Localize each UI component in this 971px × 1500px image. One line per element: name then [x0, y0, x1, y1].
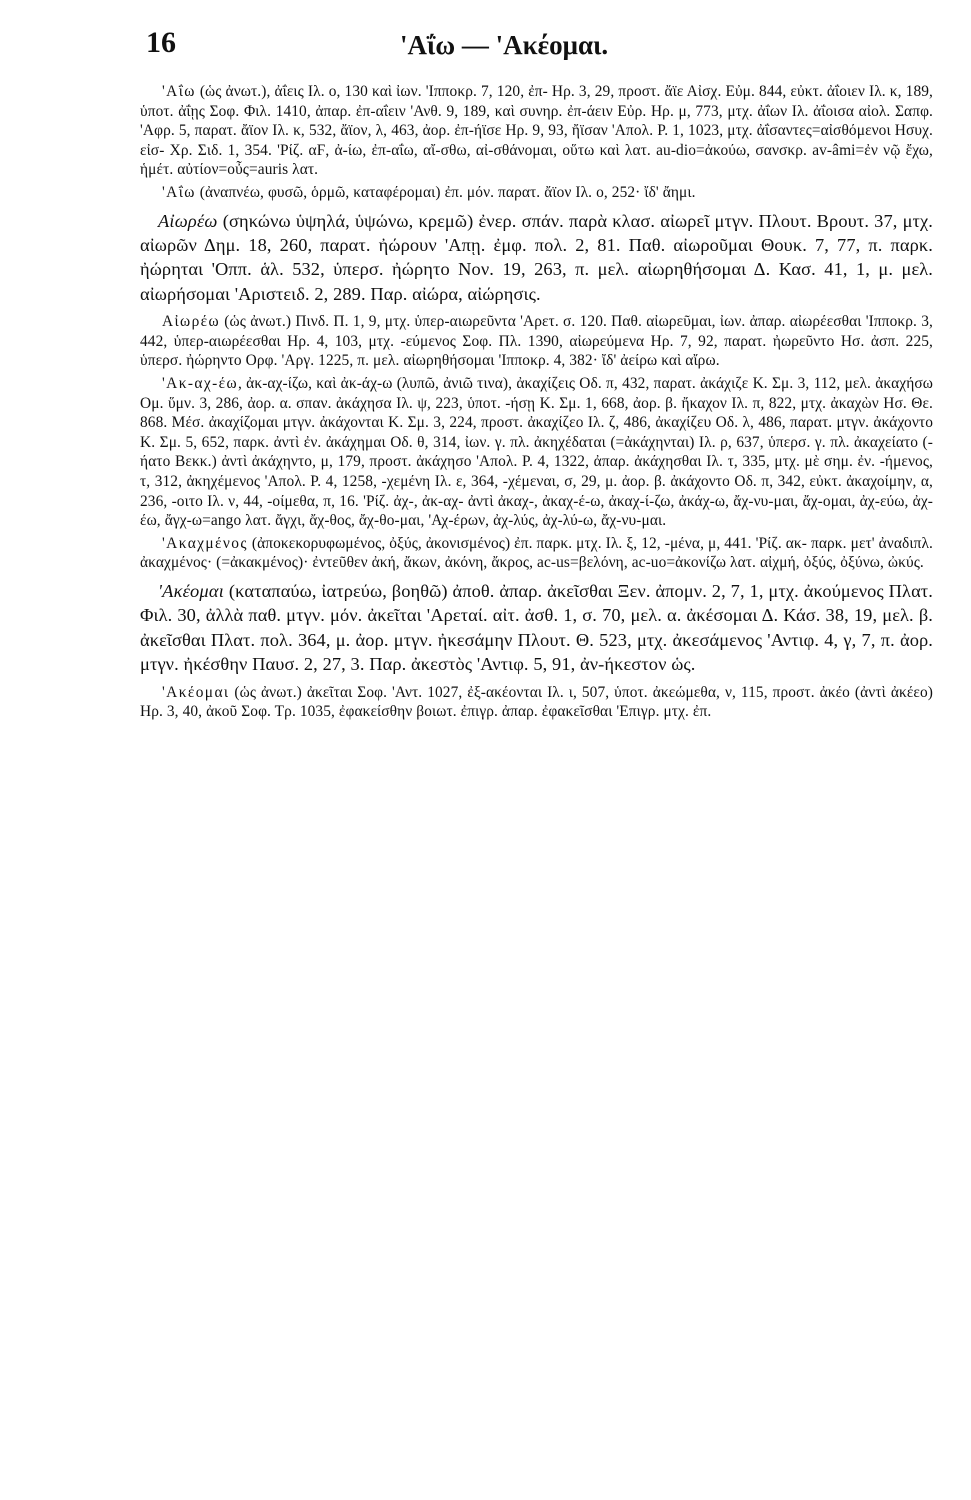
entry-akeomai-1 [140, 579, 933, 677]
page-header [140, 24, 933, 80]
entry-text: (ἀναπνέω, φυσῶ, ὁρμῶ, καταφέρομαι) ἐπ. μόν. παρατ. ἄϊον Ιλ. ο, 252· ἴδ' ἄημι. [195, 183, 696, 201]
entry-text: (ἀποκεκορυφωμένος, ὀξύς, ἀκονισμένος) ἐπ. παρκ. μτχ. Ιλ. ξ, 12, -μένα, μ, 441. 'Ρίζ. ακ- παρκ. μετ' ἀναδιπλ. ἀκαχμένος· (=ἀκακμένος)· ἐντεῦθεν ἀκή, ἄκων, ἀκόνη, ἄκρος, ac-us=βελόνη, ac-uo=ἀκονίζω λατ. αἰχμή, ὀξύς, ὀξύνω, ὠκύς. [140, 534, 933, 572]
entry-text: (ὡς ἀνωτ.), ἀΐεις Ιλ. ο, 130 καὶ ἰων. 'Ιπποκρ. 7, 120, ἐπ- Ηρ. 3, 29, προστ. ἄϊε Αἰσχ. Εὐμ. 844, εὐκτ. ἀΐοιεν Ιλ. κ, 189, ὑποτ. ἀΐῃς Σοφ. Φιλ. 1410, ἀπαρ. ἐπ-αΐειν 'Ανθ. 9, 189, καὶ συνηρ. ἐπ-άειν Εὐρ. Ηρ. μ, 773, μτχ. ἀΐων Ιλ. ἀΐοισα αἰολ. Σαπφ. 'Αφρ. 5, παρατ. ἄϊον Ιλ. κ, 532, ἄϊον, λ, 463, ἀορ. ἐπ-ήϊσε Ηρ. 9, 93, ἤϊσαν 'Απολ. Ρ. 1, 1023, μτχ. ἀΐσαντες=αἰσθόμενοι Ησυχ. εἰσ- Χρ. Σιδ. 1, 354. 'Ρίζ. αϜ, ἀ-ίω, ἐπ-αΐω, αἴ-σθω, αἰ-σθάνομαι, οὕτω καὶ λατ. au-dio=ἀκούω, σανσκρ. av-âmi=ἐν νῷ ἔχω, ἡμέτ. αὐτίον=οὖς=auris λατ. [140, 83, 933, 179]
entry-text: (σηκώνω ὑψηλά, ὑψώνω, κρεμῶ) ἐνερ. σπάν. παρὰ κλασ. αἰωρεῖ μτγν. Πλουτ. Βρουτ. 37, μτχ. αἰωρῶν Δημ. 18, 260, παρατ. ἠώρουν 'Απῃ. ἐμφ. πολ. 2, 81. Παθ. αἰωροῦμαι Θουκ. 7, 77, π. παρκ. ἠώρηται 'Οππ. ἁλ. 532, ὑπερσ. ἠώρητο Νον. 19, 263, π. μελ. αἰωρηθήσομαι Δ. Κασ. 41, 1, μ. μελ. αἰωρήσομαι 'Αριστειδ. 2, 289. Παρ. αἰώρα, αἰώρησις. [140, 210, 933, 304]
entry-aioreo-1 [140, 209, 933, 307]
entry-lemma: Αἰωρέω [162, 313, 221, 331]
entry-text: , ἀκ-αχ-ίζω, καὶ ἀκ-άχ-ω (λυπῶ, ἀνιῶ τινα), ἀκαχίζεις Οδ. π, 432, παρατ. ἀκάχιζε Κ. Σμ. 3, 112, μελ. ἀκαχήσω Ομ. ὕμν. 3, 286, ἀορ. α. σπαν. ἀκάχησα Ιλ. ψ, 223, ὑποτ. -ήσῃ Κ. Σμ. 1, 668, ἀορ. β. ἤκαχον Ιλ. π, 822, μτχ. ἀκαχὼν Ησ. Θε. 868. Μέσ. ἀκαχίζομαι μτγν. ἀκάχονται Κ. Σμ. 3, 224, προστ. ἀκαχίζεο Ιλ. ζ, 486, ἀκαχίζευ Οδ. λ, 486, παρατ. μτγν. ἀκάχοντο Κ. Σμ. 5, 652, παρκ. ἀντὶ ἐν. ἀκάχημαι Οδ. θ, 314, ἰων. γ. πλ. ἀκηχέδαται (=ἀκάχηνται) Ιλ. ρ, 637, ὑπερσ. γ. πλ. ἀκαχείατο (-ήατο Βεκκ.) ἀντὶ ἀκάχηντο, μ, 179, προστ. ἀκάχησο 'Απολ. Ρ. 4, 1322, ἀπαρ. ἀκάχησθαι Ιλ. τ, 335, μτχ. μὲ σημ. ἐν. -ήμενος, τ, 312, ἀκηχέμενος 'Απολ. Ρ. 4, 1258, -χεμένη Ιλ. ε, 364, -χέμεναι, σ, 29, μ. ἀορ. β. ἀκάχοντο Οδ. π, 342, εὐκτ. ἀκαχοίμην, α, 236, -οιτο Ιλ. ν, 44, -οίμεθα, π, 16. 'Ρίζ. ἀχ-, ἀκ-αχ- ἀντὶ ἀκαχ-, ἀκαχ-έ-ω, ἀκαχ-ί-ζω, ἀκάχ-ω, ἄχ-νυ-μαι, ἄχ-ομαι, ἀχ-εύω, ἀχ-έω, ἄγχ-ω=ango λατ. ἄγχι, ἄχ-θος, ἄχ-θο-μαι, 'Αχ-έρων, ἀχ-λύς, ἀχ-λύ-ω, ἄχ-νυ-μαι. [140, 374, 933, 530]
entry-text: (ὡς ἀνωτ.) ἀκεῖται Σοφ. 'Αντ. 1027, ἐξ-ακέονται Ιλ. ι, 507, ὑποτ. ἀκεώμεθα, ν, 115, προστ. ἀκέο (ἀντὶ ἀκέεο) Ηρ. 3, 40, ἀκοῦ Σοφ. Τρ. 1035, ἐφακείσθην βοιωτ. ἐπιγρ. ἀπαρ. ἐφακεῖσθαι 'Επιγρ. μτχ. ἐπ. [140, 683, 933, 721]
entry-aioreo-2 [140, 312, 933, 371]
entry-akacheo [140, 374, 933, 531]
dictionary-entries [140, 82, 933, 722]
entry-lemma: 'Ακέομαι [158, 580, 225, 601]
entry-lemma: 'Ακαχμένος [162, 534, 248, 552]
entry-akeomai-2 [140, 683, 933, 722]
entry-aio-2 [140, 183, 933, 203]
entry-text: (ὡς ἀνωτ.) Πινδ. Π. 1, 9, μτχ. ὑπερ-αιωρεῦντα 'Αρετ. σ. 120. Παθ. αἰωρεῦμαι, ἰων. ἀπαρ. αἰωρέεσθαι 'Ιπποκρ. 3, 442, ὑπερ-αιωρέεσθαι Ηρ. 4, 103, μτχ. -εύμενος Σοφ. Πλ. 1390, αἰωρεύμενα Ηρ. 7, 92, παρατ. ἠωρεῦντο Ησ. ἀσπ. 225, ὑπερσ. ἠώρηντο Ορφ. 'Αργ. 1225, π. μελ. αἰωρηθήσομαι 'Ιπποκρ. 4, 382· ἴδ' ἀείρω καὶ αἴρω. [140, 313, 933, 370]
entry-lemma: 'Ακέομαι [162, 683, 230, 701]
running-title: 'Αΐω — 'Ακέομαι. [400, 30, 609, 60]
entry-lemma: Αἰωρέω [158, 210, 218, 231]
entry-lemma: 'Αΐω [162, 183, 196, 201]
entry-lemma: 'Αΐω [162, 83, 196, 100]
entry-aio-1 [140, 82, 933, 180]
page-number: 16 [146, 26, 176, 59]
entry-lemma: 'Ακ-αχ-έω [162, 374, 238, 392]
entry-text: (καταπαύω, ἰατρεύω, βοηθῶ) ἀποθ. ἀπαρ. ἀκεῖσθαι Ξεν. ἀπομν. 2, 7, 1, μτχ. ἀκούμενος Πλατ. Φιλ. 30, ἀλλὰ παθ. μτγν. μόν. ἀκεῖται 'Αρεταί. αἰτ. ἀσθ. 1, σ. 70, μελ. α. ἀκέσομαι Δ. Κάσ. 38, 19, μελ. β. ἀκεῖσθαι Πλατ. πολ. 364, μ. ἀορ. μτγν. ἠκεσάμην Πλουτ. Θ. 523, μτχ. ἀκεσάμενος 'Αντιφ. 4, γ, 7, π. ἀορ. μτγν. ἠκέσθην Παυσ. 2, 27, 3. Παρ. ἀκεστὸς 'Αντιφ. 5, 91, ἀν-ήκεστον ὡς. [140, 580, 933, 675]
entry-akachmenos [140, 534, 933, 573]
